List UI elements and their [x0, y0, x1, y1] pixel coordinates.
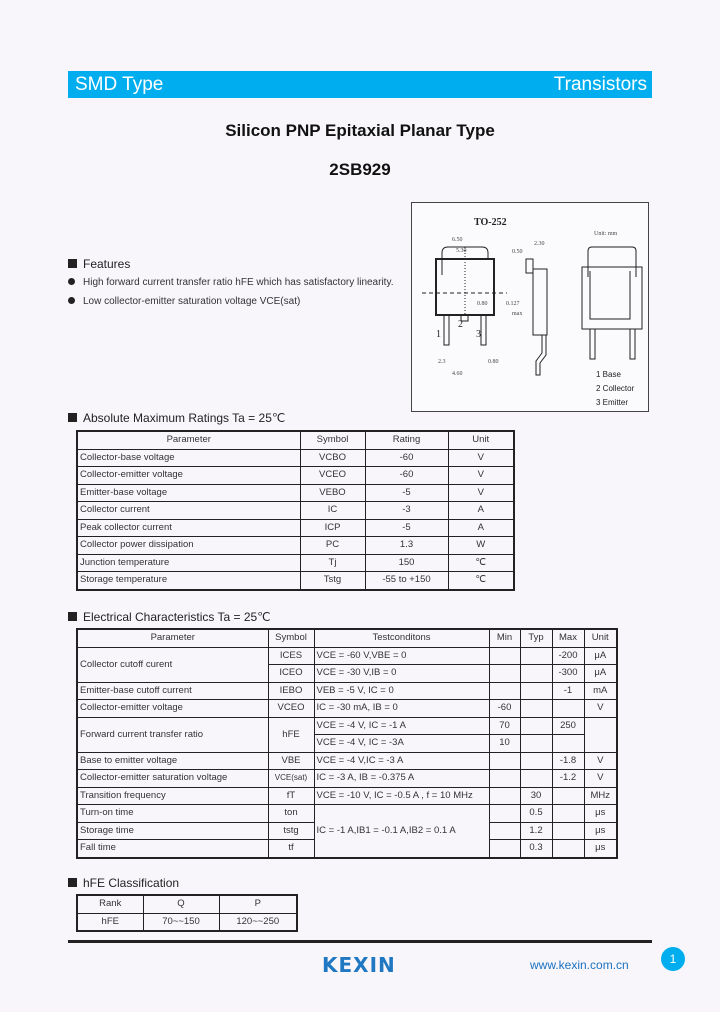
- svg-text:TO-252: TO-252: [474, 217, 507, 228]
- table-header-row: Parameter Symbol Testconditons Min Typ Max Unit: [77, 629, 617, 647]
- hfe-class-table: [76, 894, 298, 932]
- svg-text:2.30: 2.30: [534, 241, 545, 247]
- table-row: Fall time tf 0.3 μs: [77, 840, 617, 858]
- svg-text:6.50: 6.50: [452, 237, 463, 243]
- header-bar: [68, 71, 652, 98]
- table-header-row: Rank Q P: [77, 895, 297, 913]
- table-row: Peak collector current ICP -5 A: [77, 519, 514, 537]
- svg-text:3: 3: [476, 329, 481, 340]
- table-row: Emitter-base cutoff current IEBO VEB = -5 V, IC = 0 -1 mA: [77, 682, 617, 700]
- table-row: Forward current transfer ratio hFE VCE = -4 V, IC = -1 A 70 250: [77, 717, 617, 735]
- table-row: Transition frequency fT VCE = -10 V, IC = -0.5 A , f = 10 MHz 30 MHz: [77, 787, 617, 805]
- abs-max-heading: Absolute Maximum Ratings Ta = 25℃: [68, 411, 285, 425]
- table-row: ICEO VCE = -30 V,IB = 0 -300 μA: [77, 665, 617, 683]
- bullet-dot-icon: [68, 297, 75, 304]
- package-drawing: [411, 202, 649, 412]
- abs-max-table: [76, 430, 515, 591]
- svg-text:3 Emitter: 3 Emitter: [596, 398, 629, 407]
- svg-text:5.30: 5.30: [456, 248, 467, 254]
- bullet-square-icon: [68, 259, 77, 268]
- package-outline-icon: [412, 203, 648, 411]
- feature-item: High forward current transfer ratio hFE which has satisfactory linearity.: [68, 277, 394, 288]
- table-row: VCE = -4 V, IC = -3A 10: [77, 735, 617, 753]
- table-row: Collector-emitter voltage VCEO -60 V: [77, 467, 514, 485]
- kexin-logo: KEXIN: [322, 953, 396, 977]
- svg-text:Unit: mm: Unit: mm: [594, 231, 618, 237]
- svg-text:0.127: 0.127: [506, 301, 520, 307]
- svg-text:1: 1: [436, 329, 441, 340]
- table-row: Collector current IC -3 A: [77, 502, 514, 520]
- table-row: Collector cutoff curent ICES VCE = -60 V,VBE = 0 -200 μA: [77, 647, 617, 665]
- svg-text:2: 2: [458, 319, 463, 330]
- table-row: Storage time tstg 1.2 μs: [77, 822, 617, 840]
- footer-url[interactable]: www.kexin.com.cn: [530, 958, 629, 972]
- bullet-square-icon: [68, 413, 77, 422]
- svg-text:2 Collector: 2 Collector: [596, 384, 635, 393]
- table-row: Collector-base voltage VCBO -60 V: [77, 449, 514, 467]
- bullet-square-icon: [68, 878, 77, 887]
- table-row: Emitter-base voltage VEBO -5 V: [77, 484, 514, 502]
- table-row: Junction temperature Tj 150 ℃: [77, 554, 514, 572]
- bullet-square-icon: [68, 612, 77, 621]
- table-row: Collector-emitter voltage VCEO IC = -30 mA, IB = 0 -60 V: [77, 700, 617, 718]
- footer-divider: [68, 940, 652, 943]
- header-left: SMD Type: [75, 74, 164, 95]
- svg-text:0.80: 0.80: [488, 359, 499, 365]
- bullet-dot-icon: [68, 278, 75, 285]
- hfe-class-heading: hFE Classification: [68, 876, 179, 890]
- table-row: Turn-on time ton IC = -1 A,IB1 = -0.1 A,IB2 = 0.1 A 0.5 μs: [77, 805, 617, 823]
- table-row: Base to emitter voltage VBE VCE = -4 V,IC = -3 A -1.8 V: [77, 752, 617, 770]
- part-number: 2SB929: [329, 160, 391, 179]
- svg-text:0.80: 0.80: [477, 301, 488, 307]
- header-right: Transistors: [553, 74, 647, 95]
- doc-title: Silicon PNP Epitaxial Planar Type: [225, 121, 495, 140]
- table-row: hFE 70~~150 120~~250: [77, 913, 297, 931]
- elec-table: [76, 628, 618, 859]
- svg-text:2.3: 2.3: [438, 359, 446, 365]
- svg-text:4.60: 4.60: [452, 371, 463, 377]
- elec-heading: Electrical Characteristics Ta = 25℃: [68, 610, 271, 624]
- svg-text:max: max: [512, 311, 523, 317]
- table-header-row: Parameter Symbol Rating Unit: [77, 431, 514, 449]
- table-row: Storage temperature Tstg -55 to +150 ℃: [77, 572, 514, 590]
- table-row: Collector-emitter saturation voltage VCE(sat) IC = -3 A, IB = -0.375 A -1.2 V: [77, 770, 617, 788]
- svg-text:1 Base: 1 Base: [596, 370, 621, 379]
- table-row: Collector power dissipation PC 1.3 W: [77, 537, 514, 555]
- page-number-badge: 1: [661, 947, 685, 971]
- feature-item: Low collector-emitter saturation voltage VCE(sat): [68, 296, 300, 307]
- features-heading: Features: [68, 257, 130, 271]
- svg-text:0.50: 0.50: [512, 249, 523, 255]
